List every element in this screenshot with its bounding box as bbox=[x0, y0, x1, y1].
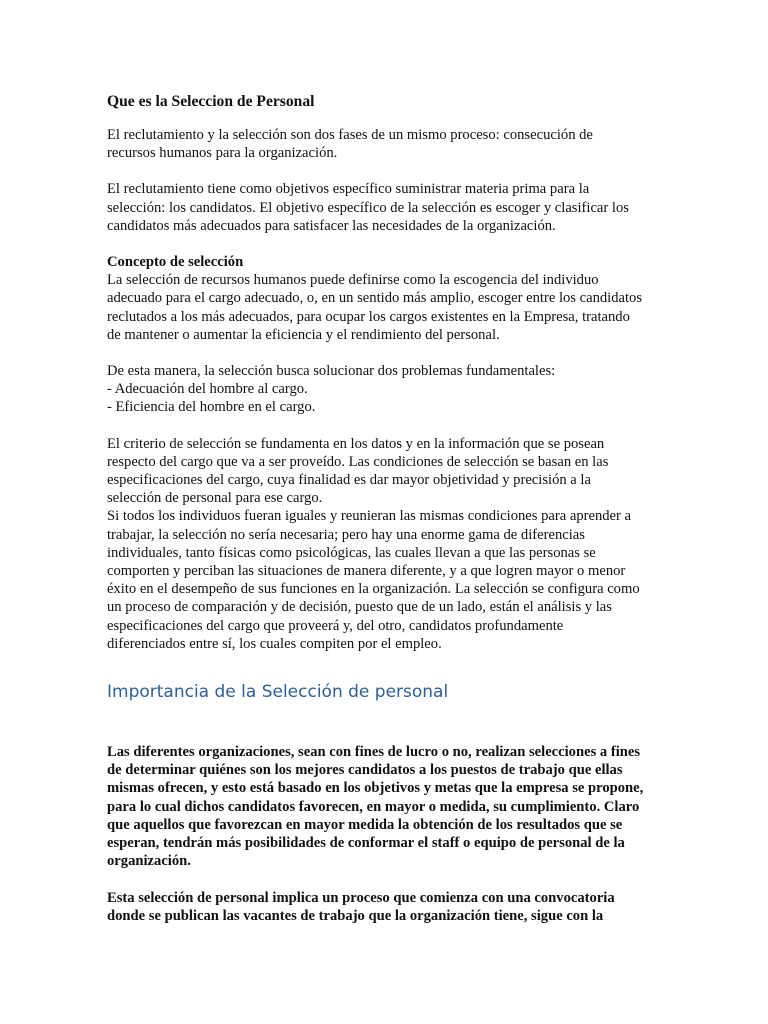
list-item: - Adecuación del hombre al cargo. bbox=[107, 381, 308, 398]
concept-heading: Concepto de selección bbox=[107, 254, 244, 271]
text-line: éxito en el desempeño de sus funciones en la organización. La selección se configura como bbox=[107, 581, 640, 598]
document-title: Que es la Seleccion de Personal bbox=[107, 93, 315, 110]
text-line: De esta manera, la selección busca solucionar dos problemas fundamentales: bbox=[107, 363, 556, 380]
text-line: individuales, tanto físicas como psicológicas, las cuales llevan a que las personas se bbox=[107, 544, 596, 561]
text-line: un proceso de comparación y de decisión, puesto que de un lado, están el análisis y las bbox=[107, 599, 612, 616]
text-line: El reclutamiento tiene como objetivos específico suministrar materia prima para la bbox=[107, 181, 590, 198]
text-line: El criterio de selección se fundamenta en los datos y en la información que se posean bbox=[107, 435, 605, 452]
text-line: mismas ofrecen, y esto está basado en los objetivos y metas que la empresa se propone, bbox=[107, 780, 644, 797]
text-line: trabajar, la selección no sería necesaria; pero hay una enorme gama de diferencias bbox=[107, 526, 585, 543]
text-line: La selección de recursos humanos puede definirse como la escogencia del individuo bbox=[107, 272, 599, 289]
text-line: El reclutamiento y la selección son dos fases de un mismo proceso: consecución de bbox=[107, 127, 593, 143]
text-line: Si todos los individuos fueran iguales y reunieran las mismas condiciones para aprender a bbox=[107, 508, 632, 525]
text-line: respecto del cargo que va a ser proveído. Las condiciones de selección se basan en las bbox=[107, 453, 609, 470]
text-line: que aquellos que favorezcan en mayor medida la obtención de los resultados que se bbox=[107, 816, 623, 833]
text-line: esperan, tendrán más posibilidades de conformar el staff o equipo de personal de la bbox=[107, 835, 625, 852]
text-line: comporten y perciban las situaciones de manera diferente, y a que logren mayor o menor bbox=[107, 563, 626, 580]
text-line: especificaciones del cargo, cuya finalidad es dar mayor objetividad y precisión a la bbox=[107, 472, 591, 489]
text-line: organización. bbox=[107, 853, 191, 870]
text-line: adecuado para el cargo adecuado, o, en un sentido más amplio, escoger entre los candidatos bbox=[107, 290, 643, 307]
paragraph-2 bbox=[107, 180, 708, 235]
text-line: para lo cual dichos candidatos favorecen, en mayor o medida, su cumplimiento. Claro bbox=[107, 798, 640, 815]
paragraph-3 bbox=[107, 253, 708, 344]
text-line: Esta selección de personal implica un proceso que comienza con una convocatoria bbox=[107, 889, 615, 906]
text-line: de determinar quiénes son los mejores candidatos a los puestos de trabajo que ellas bbox=[107, 762, 623, 779]
text-line: diferenciados entre sí, los cuales compiten por el empleo. bbox=[107, 635, 442, 652]
list-item: - Eficiencia del hombre en el cargo. bbox=[107, 399, 316, 416]
paragraph-6 bbox=[107, 743, 708, 870]
text-line: recursos humanos para la organización. bbox=[107, 145, 338, 162]
section-heading: Importancia de la Selección de personal bbox=[107, 682, 449, 703]
paragraph-7 bbox=[107, 889, 708, 925]
paragraph-5 bbox=[107, 435, 708, 653]
paragraph-4 bbox=[107, 362, 708, 417]
paragraph-1 bbox=[107, 126, 708, 162]
text-line: selección de personal para ese cargo. bbox=[107, 490, 323, 507]
text-line: candidatos más adecuados para satisfacer las necesidades de la organización. bbox=[107, 217, 556, 234]
text-line: Las diferentes organizaciones, sean con fines de lucro o no, realizan selecciones a fines bbox=[107, 744, 641, 761]
text-line: de mantener o aumentar la eficiencia y el rendimiento del personal. bbox=[107, 326, 500, 343]
text-line: reclutados a los más adecuados, para ocupar los cargos existentes en la Empresa, tratando bbox=[107, 308, 630, 325]
text-line: donde se publican las vacantes de trabajo que la organización tiene, sigue con la bbox=[107, 907, 604, 924]
text-line: selección: los candidatos. El objetivo específico de la selección es escoger y clasificar los bbox=[107, 199, 629, 216]
text-line: especificaciones del cargo que proveerá y, del otro, candidatos profundamente bbox=[107, 617, 564, 634]
